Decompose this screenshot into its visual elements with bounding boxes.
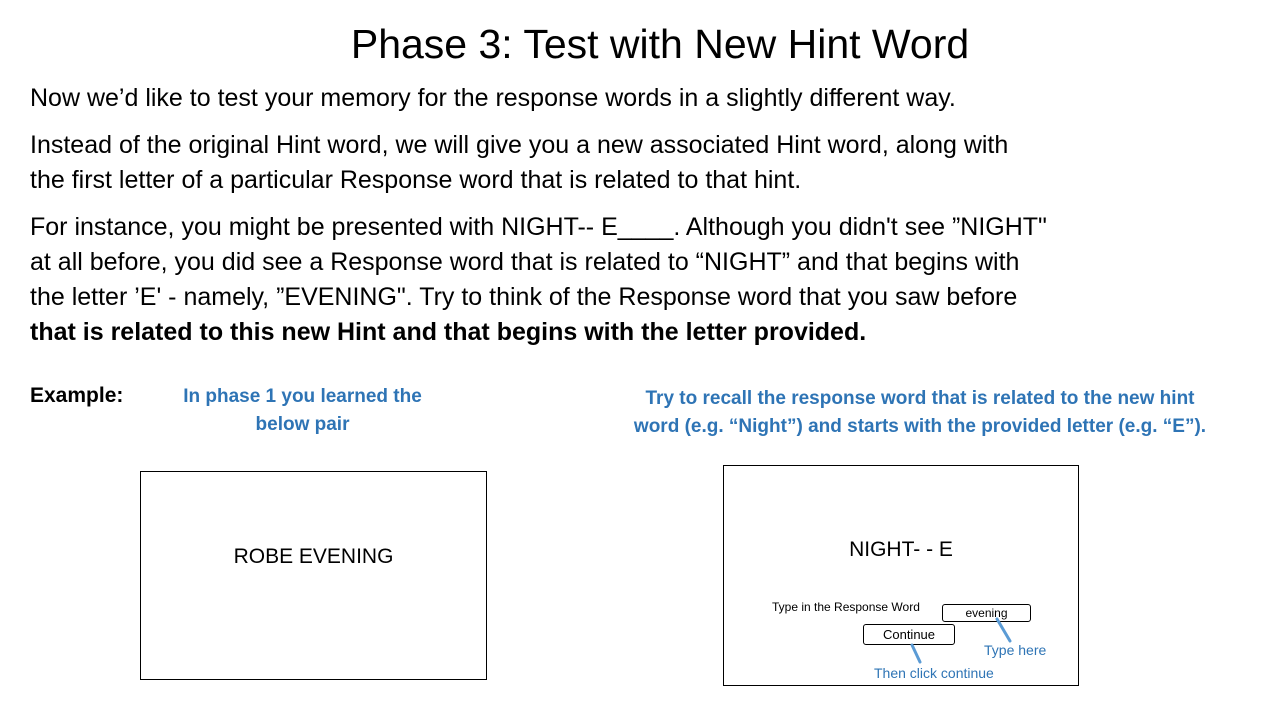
hint-cue-text: NIGHT- - E	[849, 538, 953, 561]
hint-explanation-paragraph	[30, 128, 1260, 198]
response-word-input[interactable]	[942, 604, 1031, 622]
continue-button[interactable]: Continue	[863, 624, 955, 645]
instance-line-1: For instance, you might be presented with NIGHT-- E____. Although you didn't see ”NIGHT"	[30, 213, 1047, 241]
instance-line-3: the letter ’E' - namely, ”EVENING". Try to think of the Response word that you saw before	[30, 283, 1018, 311]
click-continue-annotation: Then click continue	[874, 665, 994, 681]
right-example-caption	[585, 385, 1255, 441]
instance-paragraph	[30, 210, 1260, 350]
learned-pair-text: ROBE EVENING	[233, 545, 394, 568]
instance-line-2: at all before, you did see a Response word that is related to “NIGHT” and that begins with	[30, 248, 1020, 276]
left-caption-line-2: below pair	[255, 414, 350, 435]
response-prompt-label: Type in the Response Word	[772, 600, 920, 614]
page-title: Phase 3: Test with New Hint Word	[350, 21, 970, 67]
left-caption-line-1: In phase 1 you learned the	[183, 386, 422, 407]
hint-explanation-line-2: the first letter of a particular Response word that is related to that hint.	[30, 166, 802, 194]
instance-line-4-bold: that is related to this new Hint and that begins with the letter provided.	[30, 318, 867, 346]
example-label: Example:	[30, 384, 124, 407]
type-here-annotation: Type here	[984, 642, 1047, 658]
intro-paragraph: Now we’d like to test your memory for the response words in a slightly different way.	[30, 84, 956, 112]
hint-explanation-line-1: Instead of the original Hint word, we will give you a new associated Hint word, along with	[30, 131, 1009, 159]
right-caption-line-1: Try to recall the response word that is related to the new hint	[645, 388, 1195, 409]
phase1-example-screen	[140, 471, 487, 680]
right-caption-line-2: word (e.g. “Night”) and starts with the provided letter (e.g. “E”).	[633, 416, 1207, 437]
left-example-caption	[150, 383, 455, 439]
